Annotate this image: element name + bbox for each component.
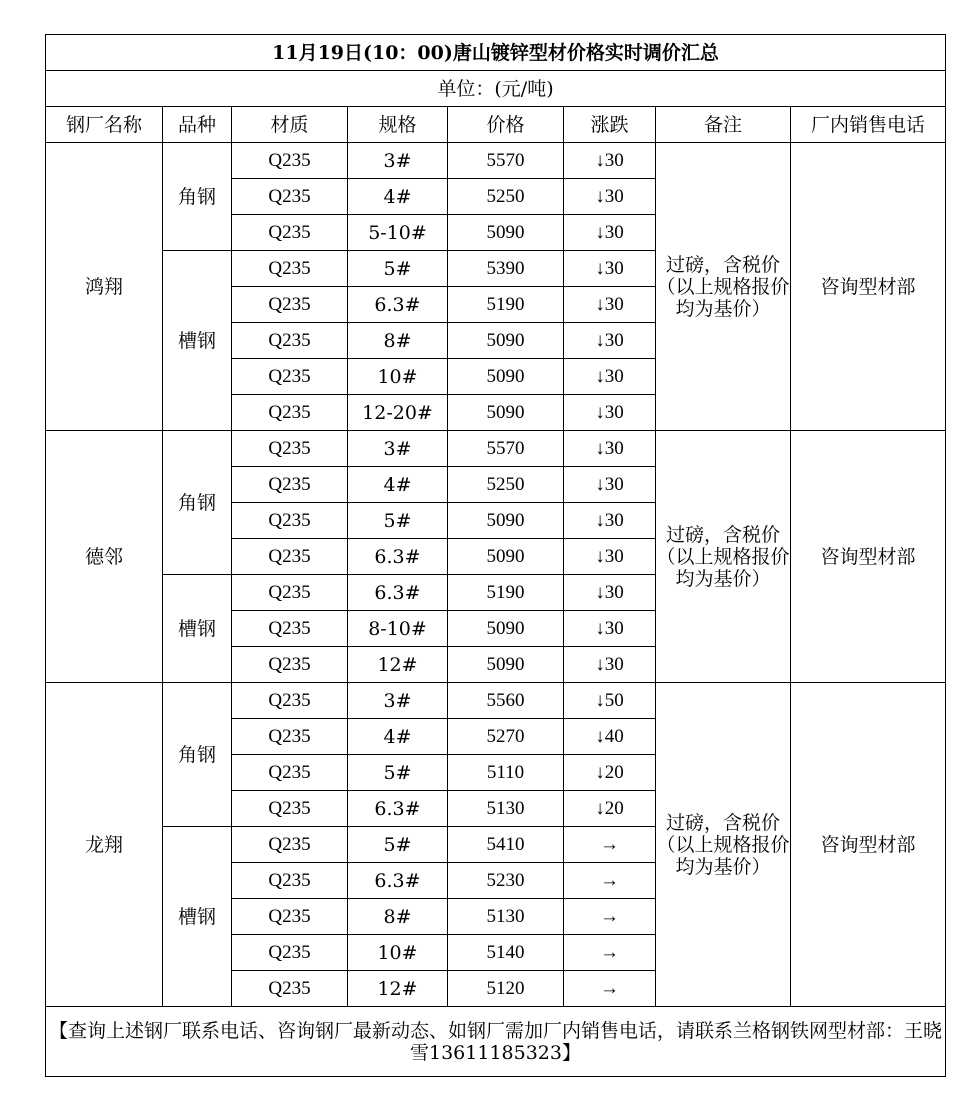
price-cell: 5190 — [448, 575, 564, 611]
header-change: 涨跌 — [564, 107, 656, 143]
variety-name: 槽钢 — [163, 251, 232, 431]
material-cell: Q235 — [232, 971, 348, 1007]
price-cell: 5570 — [448, 431, 564, 467]
price-cell: 5090 — [448, 323, 564, 359]
header-spec: 规格 — [348, 107, 448, 143]
material-cell: Q235 — [232, 179, 348, 215]
material-cell: Q235 — [232, 395, 348, 431]
header-note: 备注 — [656, 107, 791, 143]
spec-cell: 6.3# — [348, 287, 448, 323]
unit-row — [46, 71, 946, 107]
material-cell: Q235 — [232, 431, 348, 467]
note-cell: 过磅，含税价（以上规格报价均为基价） — [656, 683, 791, 1007]
spec-cell: 5# — [348, 503, 448, 539]
header-mill-name: 钢厂名称 — [46, 107, 163, 143]
note-cell: 过磅，含税价（以上规格报价均为基价） — [656, 431, 791, 683]
change-cell: ↓50 — [564, 683, 656, 719]
change-cell: → — [564, 827, 656, 863]
material-cell: Q235 — [232, 575, 348, 611]
change-cell: → — [564, 863, 656, 899]
spec-cell: 5# — [348, 827, 448, 863]
note-cell: 过磅，含税价（以上规格报价均为基价） — [656, 143, 791, 431]
price-cell: 5090 — [448, 359, 564, 395]
spec-cell: 12# — [348, 647, 448, 683]
footer-row — [46, 1007, 946, 1077]
variety-name: 角钢 — [163, 143, 232, 251]
unit-label: 单位：(元/吨) — [46, 71, 946, 107]
change-cell: ↓30 — [564, 251, 656, 287]
price-cell: 5130 — [448, 899, 564, 935]
table-row — [46, 683, 946, 719]
price-cell: 5190 — [448, 287, 564, 323]
change-cell: ↓30 — [564, 467, 656, 503]
price-cell: 5090 — [448, 395, 564, 431]
price-cell: 5390 — [448, 251, 564, 287]
variety-name: 角钢 — [163, 683, 232, 827]
spec-cell: 4# — [348, 719, 448, 755]
price-cell: 5270 — [448, 719, 564, 755]
material-cell: Q235 — [232, 647, 348, 683]
material-cell: Q235 — [232, 611, 348, 647]
change-cell: ↓30 — [564, 143, 656, 179]
header-variety: 品种 — [163, 107, 232, 143]
price-cell: 5090 — [448, 611, 564, 647]
spec-cell: 6.3# — [348, 863, 448, 899]
spec-cell: 5# — [348, 251, 448, 287]
change-cell: ↓30 — [564, 287, 656, 323]
material-cell: Q235 — [232, 683, 348, 719]
spec-cell: 6.3# — [348, 539, 448, 575]
variety-name: 角钢 — [163, 431, 232, 575]
material-cell: Q235 — [232, 935, 348, 971]
spec-cell: 8# — [348, 899, 448, 935]
header-sales-phone: 厂内销售电话 — [791, 107, 946, 143]
price-cell: 5250 — [448, 179, 564, 215]
change-cell: ↓30 — [564, 539, 656, 575]
spec-cell: 12-20# — [348, 395, 448, 431]
footer-contact-note: 【查询上述钢厂联系电话、咨询钢厂最新动态、如钢厂需加厂内销售电话，请联系兰格钢铁网型材部：王晓雪13611185323】 — [46, 1007, 946, 1077]
header-price: 价格 — [448, 107, 564, 143]
price-cell: 5250 — [448, 467, 564, 503]
change-cell: ↓30 — [564, 431, 656, 467]
change-cell: ↓20 — [564, 755, 656, 791]
price-table-body — [46, 35, 946, 1077]
price-cell: 5570 — [448, 143, 564, 179]
price-cell: 5130 — [448, 791, 564, 827]
change-cell: → — [564, 971, 656, 1007]
change-cell: ↓30 — [564, 503, 656, 539]
sales-phone-cell: 咨询型材部 — [791, 683, 946, 1007]
mill-name: 德邻 — [46, 431, 163, 683]
price-cell: 5090 — [448, 215, 564, 251]
change-cell: → — [564, 899, 656, 935]
change-cell: ↓30 — [564, 575, 656, 611]
material-cell: Q235 — [232, 215, 348, 251]
material-cell: Q235 — [232, 899, 348, 935]
mill-name: 鸿翔 — [46, 143, 163, 431]
material-cell: Q235 — [232, 359, 348, 395]
material-cell: Q235 — [232, 503, 348, 539]
material-cell: Q235 — [232, 323, 348, 359]
material-cell: Q235 — [232, 863, 348, 899]
spec-cell: 5-10# — [348, 215, 448, 251]
material-cell: Q235 — [232, 251, 348, 287]
title-row — [46, 35, 946, 71]
material-cell: Q235 — [232, 287, 348, 323]
change-cell: ↓30 — [564, 179, 656, 215]
sales-phone-cell: 咨询型材部 — [791, 431, 946, 683]
material-cell: Q235 — [232, 827, 348, 863]
header-material: 材质 — [232, 107, 348, 143]
change-cell: ↓30 — [564, 647, 656, 683]
change-cell: ↓20 — [564, 791, 656, 827]
sales-phone-cell: 咨询型材部 — [791, 143, 946, 431]
change-cell: ↓30 — [564, 215, 656, 251]
mill-name: 龙翔 — [46, 683, 163, 1007]
header-row — [46, 107, 946, 143]
price-cell: 5090 — [448, 647, 564, 683]
spec-cell: 8# — [348, 323, 448, 359]
spec-cell: 10# — [348, 935, 448, 971]
price-cell: 5120 — [448, 971, 564, 1007]
spec-cell: 8-10# — [348, 611, 448, 647]
material-cell: Q235 — [232, 791, 348, 827]
material-cell: Q235 — [232, 755, 348, 791]
change-cell: ↓30 — [564, 611, 656, 647]
spec-cell: 4# — [348, 179, 448, 215]
material-cell: Q235 — [232, 539, 348, 575]
change-cell: ↓30 — [564, 359, 656, 395]
table-row — [46, 143, 946, 179]
spec-cell: 10# — [348, 359, 448, 395]
change-cell: → — [564, 935, 656, 971]
spec-cell: 3# — [348, 683, 448, 719]
table-title: 11月19日(10：00)唐山镀锌型材价格实时调价汇总 — [46, 35, 946, 71]
material-cell: Q235 — [232, 719, 348, 755]
variety-name: 槽钢 — [163, 575, 232, 683]
spec-cell: 12# — [348, 971, 448, 1007]
variety-name: 槽钢 — [163, 827, 232, 1007]
price-cell: 5410 — [448, 827, 564, 863]
table-row — [46, 431, 946, 467]
spec-cell: 4# — [348, 467, 448, 503]
spec-cell: 3# — [348, 431, 448, 467]
change-cell: ↓40 — [564, 719, 656, 755]
material-cell: Q235 — [232, 467, 348, 503]
price-table — [45, 34, 946, 1077]
spec-cell: 6.3# — [348, 791, 448, 827]
change-cell: ↓30 — [564, 323, 656, 359]
price-cell: 5090 — [448, 539, 564, 575]
change-cell: ↓30 — [564, 395, 656, 431]
price-cell: 5140 — [448, 935, 564, 971]
spec-cell: 5# — [348, 755, 448, 791]
price-cell: 5110 — [448, 755, 564, 791]
price-cell: 5560 — [448, 683, 564, 719]
price-cell: 5090 — [448, 503, 564, 539]
spec-cell: 6.3# — [348, 575, 448, 611]
price-cell: 5230 — [448, 863, 564, 899]
material-cell: Q235 — [232, 143, 348, 179]
spec-cell: 3# — [348, 143, 448, 179]
